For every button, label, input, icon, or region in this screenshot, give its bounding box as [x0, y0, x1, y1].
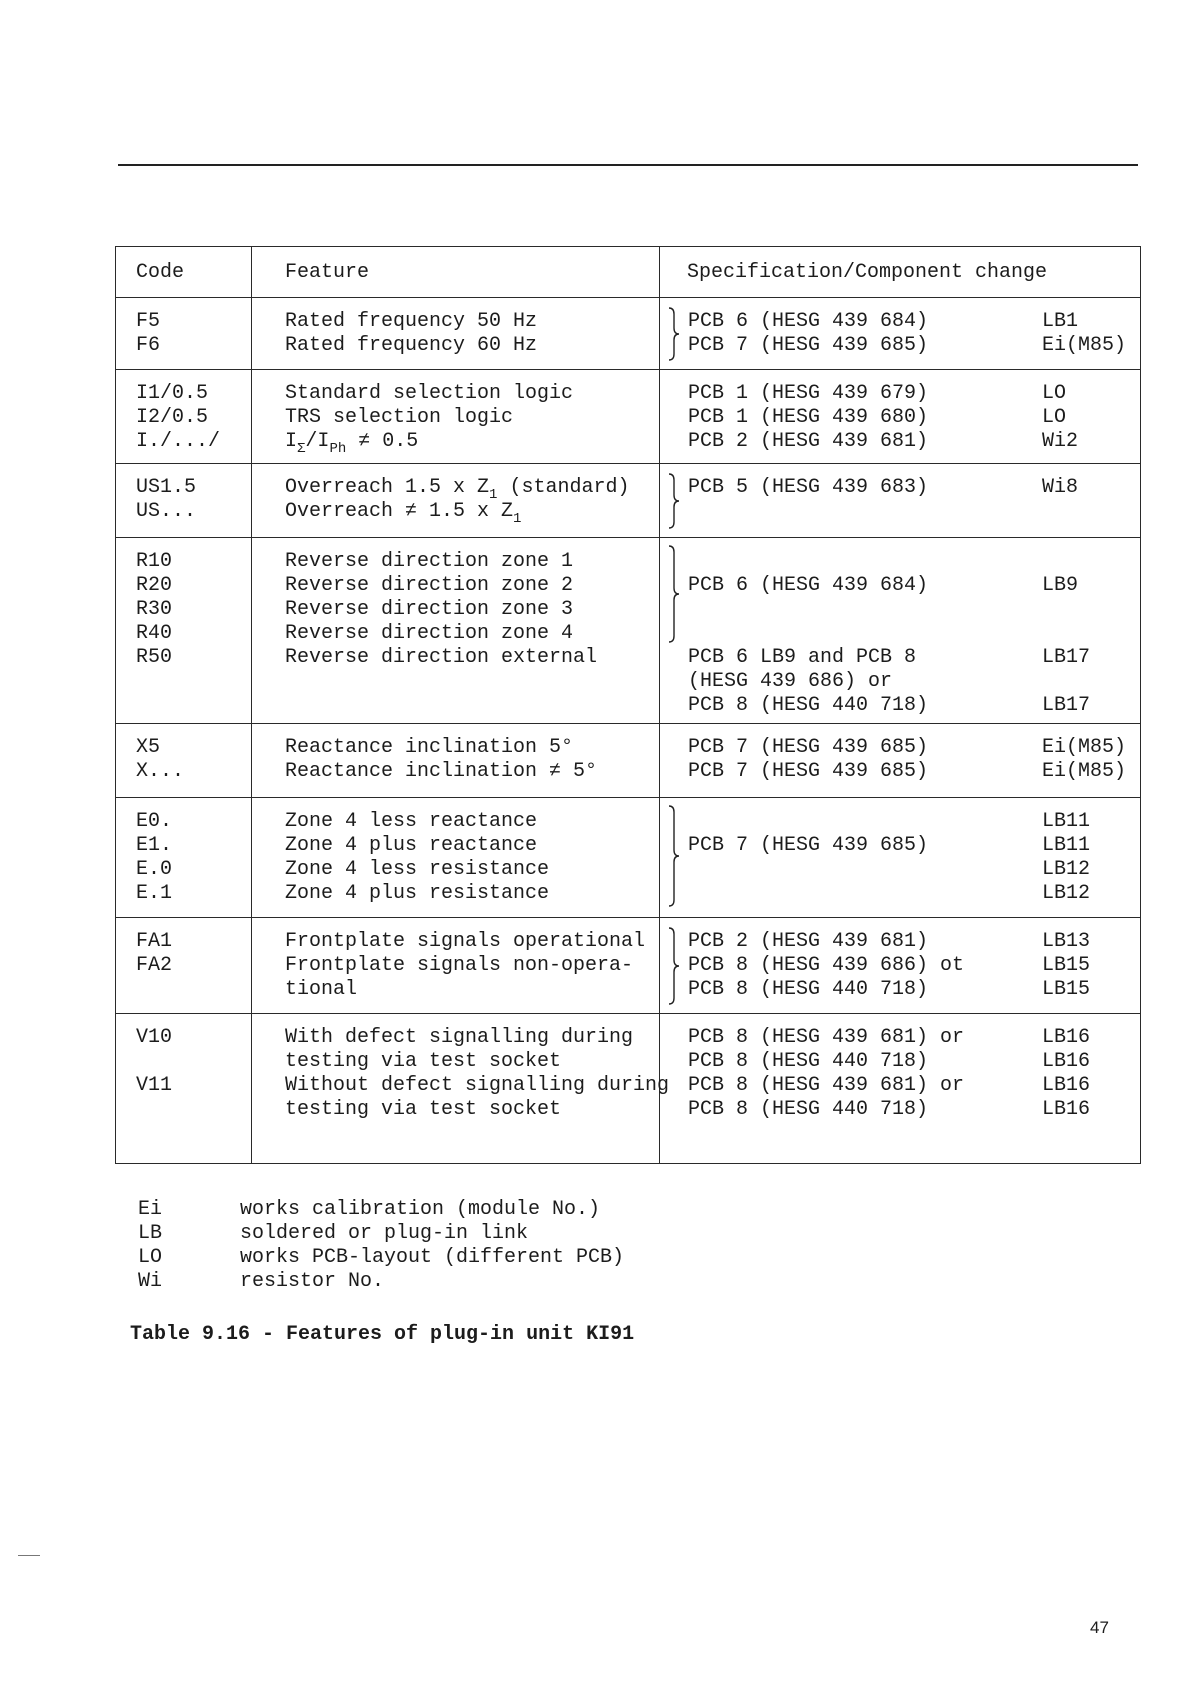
legend-item: LO works PCB-layout (different PCB) — [138, 1246, 625, 1269]
code-cell: F5 F6 — [116, 298, 252, 370]
table-row — [116, 724, 1141, 798]
table-row — [116, 798, 1141, 918]
brace-icon — [666, 306, 680, 362]
code-cell: I1/0.5 I2/0.5 I./.../ — [116, 370, 252, 464]
feature-cell: Reverse direction zone 1 Reverse direction zone 2 Reverse direction zone 3 Reverse direction zone 4 Reverse direction external — [252, 538, 660, 724]
code-cell: FA1 FA2 — [116, 918, 252, 1014]
feature-cell: Zone 4 less reactance Zone 4 plus reactance Zone 4 less resistance Zone 4 plus resistance — [252, 798, 660, 918]
table-row — [116, 918, 1141, 1014]
legend-item: Ei works calibration (module No.) — [138, 1198, 601, 1221]
table-header-row — [116, 247, 1141, 298]
header-rule — [118, 164, 1138, 166]
feature-cell: With defect signalling during testing via test socket Without defect signalling during testing via test socket — [252, 1014, 660, 1164]
spec-cell: LB11 PCB 7 (HESG 439 685) LB11 LB12 LB12 — [660, 798, 1141, 918]
code-cell: US1.5 US... — [116, 464, 252, 538]
table-caption: Table 9.16 - Features of plug-in unit KI91 — [130, 1323, 635, 1346]
spec-cell: PCB 2 (HESG 439 681) LB13 PCB 8 (HESG 439 686) ot LB15 PCB 8 (HESG 440 718) LB15 — [660, 918, 1141, 1014]
code-cell: E0. E1. E.0 E.1 — [116, 798, 252, 918]
spec-cell: PCB 7 (HESG 439 685) Ei(M85) PCB 7 (HESG 439 685) Ei(M85) — [660, 724, 1141, 798]
code-cell: X5 X... — [116, 724, 252, 798]
brace-icon — [666, 544, 680, 644]
brace-icon — [666, 926, 680, 1006]
table-row — [116, 298, 1141, 370]
table-row — [116, 370, 1141, 464]
spec-cell: PCB 6 (HESG 439 684) LB9 PCB 6 LB9 and PCB 8 LB17 (HESG 439 686) or PCB 8 (HESG 440 718) LB17 — [660, 538, 1141, 724]
table-row — [116, 1014, 1141, 1164]
header-spec: Specification/Component change — [660, 247, 1141, 298]
feature-cell: Reactance inclination 5° Reactance inclination ≠ 5° — [252, 724, 660, 798]
feature-cell: Rated frequency 50 Hz Rated frequency 60 Hz — [252, 298, 660, 370]
legend-item: Wi resistor No. — [138, 1270, 385, 1293]
legend-item: LB soldered or plug-in link — [138, 1222, 529, 1245]
page-number: 47 — [1090, 1618, 1109, 1637]
feature-cell: Overreach 1.5 x $Z_1$ (standard) Overreach ≠ 1.5 x $Z_1$ — [252, 464, 660, 538]
legend — [138, 1198, 624, 1294]
code-cell: R10 R20 R30 R40 R50 — [116, 538, 252, 724]
brace-icon — [666, 472, 680, 530]
code-cell: V10 V11 — [116, 1014, 252, 1164]
brace-icon — [666, 804, 680, 908]
header-code: Code — [116, 247, 252, 298]
table-row — [116, 538, 1141, 724]
spec-cell: PCB 5 (HESG 439 683) Wi8 — [660, 464, 1141, 538]
spec-cell: PCB 8 (HESG 439 681) or LB16 PCB 8 (HESG 440 718) LB16 PCB 8 (HESG 439 681) or LB16 PCB 8 (HESG 440 718) LB16 — [660, 1014, 1141, 1164]
margin-mark — [18, 1555, 40, 1556]
header-feature: Feature — [252, 247, 660, 298]
table-row — [116, 464, 1141, 538]
feature-cell: Standard selection logic TRS selection logic $I_\Sigma/I_{Ph} \ne 0.5$ — [252, 370, 660, 464]
spec-cell: PCB 1 (HESG 439 679) LO PCB 1 (HESG 439 680) LO PCB 2 (HESG 439 681) Wi2 — [660, 370, 1141, 464]
feature-cell: Frontplate signals operational Frontplate signals non-opera- tional — [252, 918, 660, 1014]
spec-cell: PCB 6 (HESG 439 684) LB1 PCB 7 (HESG 439 685) Ei(M85) — [660, 298, 1141, 370]
current-ratio-formula: $I_\Sigma/I_{Ph} \ne 0.5$ — [285, 430, 419, 457]
features-table — [115, 246, 1141, 1164]
